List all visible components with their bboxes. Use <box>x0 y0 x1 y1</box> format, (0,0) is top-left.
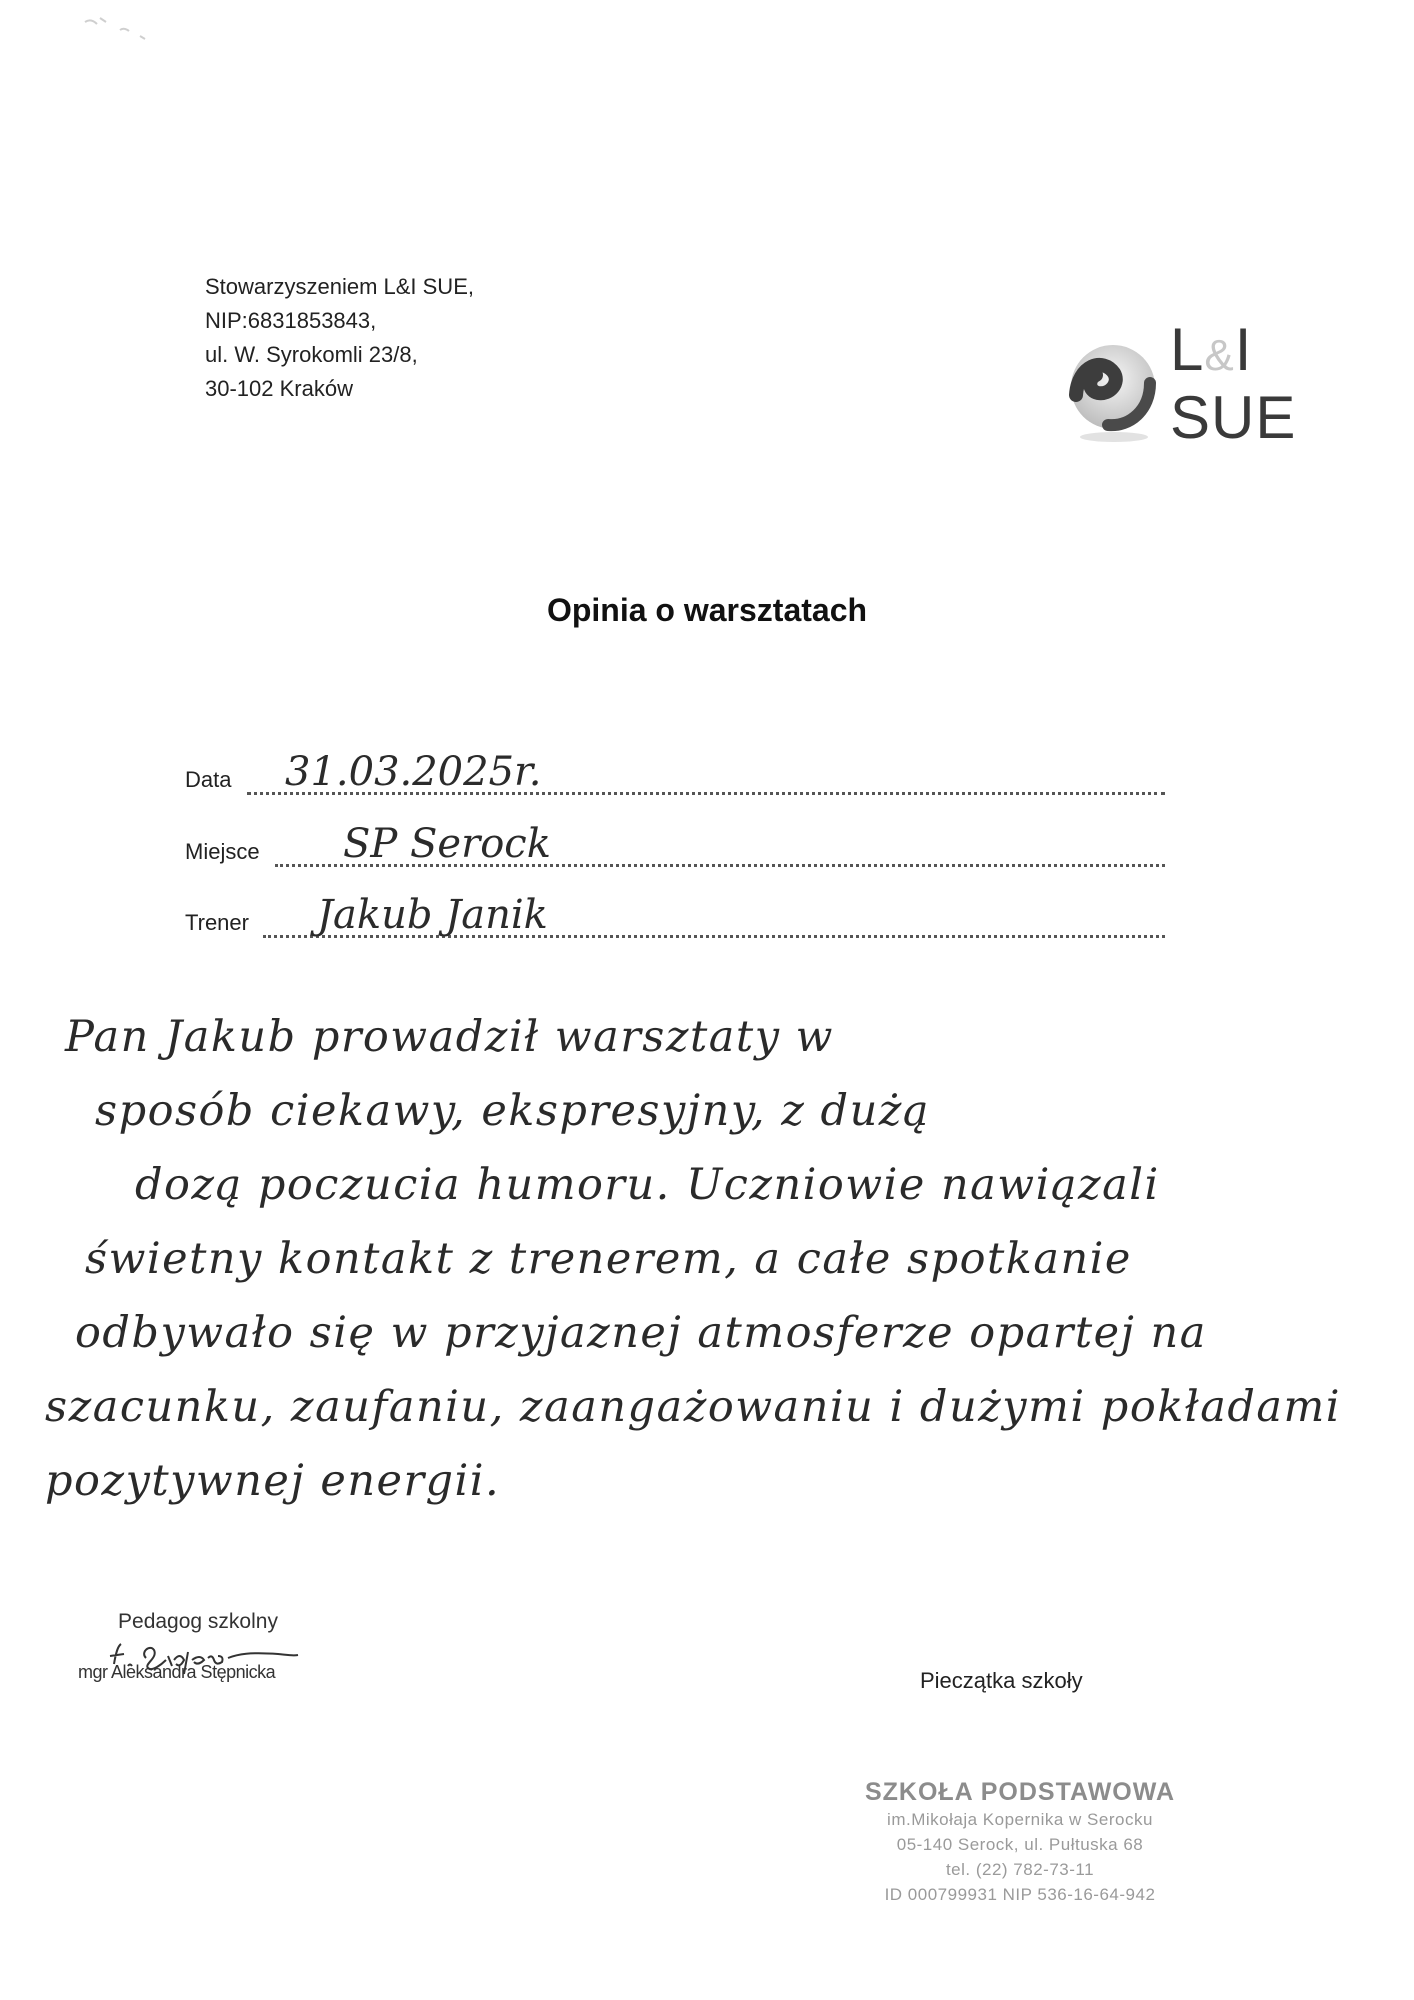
field-place-value: SP Serock <box>343 821 551 867</box>
document-title: Opinia o warsztatach <box>546 592 868 628</box>
stamp-phone: tel. (22) 782-73-11 <box>945 1860 1095 1879</box>
logo-text-sue: SUE <box>1170 384 1297 451</box>
field-place-label: Miejsce <box>185 839 260 864</box>
sender-line-street: ul. W. Syrokomli 23/8, <box>205 342 418 367</box>
sender-line-nip: NIP:6831853843, <box>205 308 377 333</box>
opinion-line: pozytywnej energii. <box>45 1456 501 1506</box>
sender-line-city: 30-102 Kraków <box>205 376 353 401</box>
logo-letter-l: L <box>1170 316 1205 383</box>
stamp-patron: im.Mikołaja Kopernika w Serocku <box>887 1810 1153 1829</box>
signature-block <box>78 1610 318 1683</box>
field-date-label: Data <box>185 767 232 792</box>
scan-smudge <box>80 10 170 50</box>
logo-ampersand: & <box>1204 331 1235 380</box>
stamp-ids: ID 000799931 NIP 536-16-64-942 <box>884 1885 1156 1904</box>
opinion-handwritten-text <box>45 1000 1405 1518</box>
stamp-label: Pieczątka szkoły <box>920 1668 1083 1693</box>
field-date <box>185 749 1165 801</box>
field-date-value: 31.03.2025r. <box>285 749 542 795</box>
field-trainer-value: Jakub Janik <box>317 892 548 938</box>
signature-role: Pedagog szkolny <box>118 1610 278 1633</box>
field-trainer-label: Trener <box>185 910 249 935</box>
opinion-line: szacunku, zaufaniu, zaangażowaniu i dużymi pokładami <box>45 1382 1342 1432</box>
field-place <box>185 821 1165 873</box>
opinion-line: odbywało się w przyjaznej atmosferze opartej na <box>75 1308 1207 1358</box>
logo-text-li <box>1170 315 1252 384</box>
stamp-school-name: SZKOŁA PODSTAWOWA <box>864 1778 1176 1806</box>
sender-address <box>205 270 474 406</box>
opinion-line: sposób ciekawy, ekspresyjny, z dużą <box>95 1086 931 1136</box>
sender-line-org: Stowarzyszeniem L&I SUE, <box>205 274 474 299</box>
field-trainer <box>185 892 1165 944</box>
school-stamp <box>860 1778 1180 1907</box>
opinion-line: świetny kontakt z trenerem, a całe spotkanie <box>85 1234 1132 1284</box>
opinion-line: dozą poczucia humoru. Uczniowie nawiązali <box>135 1160 1160 1210</box>
stamp-address: 05-140 Serock, ul. Pułtuska 68 <box>896 1835 1144 1854</box>
signature-name: mgr Aleksandra Stępnicka <box>78 1662 276 1682</box>
brand-logo <box>1058 315 1297 465</box>
logo-letter-i: I <box>1234 316 1253 383</box>
logo-mark-icon <box>1058 335 1168 445</box>
opinion-line: Pan Jakub prowadził warsztaty w <box>65 1012 834 1062</box>
